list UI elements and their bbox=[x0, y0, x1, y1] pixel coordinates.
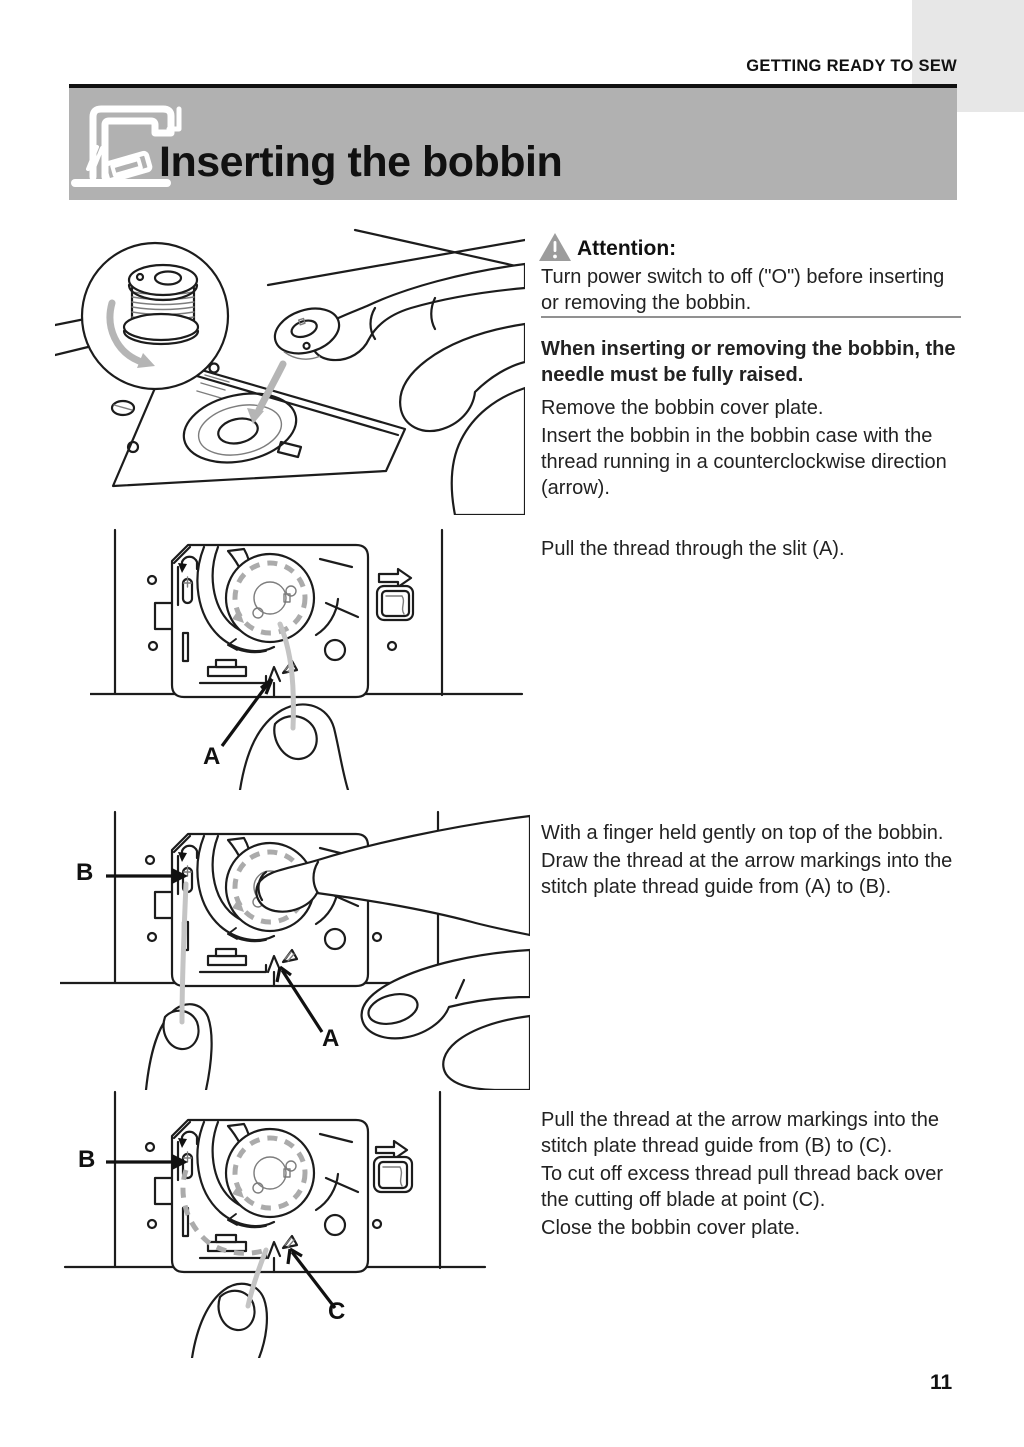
arrow-to-slit-b bbox=[106, 1154, 188, 1170]
figure3-label-a: A bbox=[322, 1025, 340, 1052]
warning-triangle-icon bbox=[537, 231, 573, 263]
fingertip bbox=[146, 1004, 212, 1090]
attention-body bbox=[541, 264, 961, 318]
attention-label: Attention: bbox=[577, 237, 677, 260]
figure4-label-b: B bbox=[78, 1146, 96, 1173]
bold-note: When inserting or removing the bobbin, the needle must be fully raised. bbox=[541, 338, 956, 386]
cover-release-button bbox=[374, 1157, 412, 1192]
figure2-label-a: A bbox=[203, 743, 221, 770]
figure-thread-b-to-c bbox=[60, 1090, 530, 1358]
step2-text bbox=[541, 536, 961, 564]
step4-line2: To cut off excess thread pull thread back over the cutting off blade at point (C). bbox=[541, 1163, 944, 1211]
step3-line1: With a finger held gently on top of the bobbin. bbox=[541, 822, 944, 844]
step1-line2: Insert the bobbin in the bobbin case with the thread running in a counterclockwise direction (arrow). bbox=[541, 425, 947, 499]
page-number: 11 bbox=[930, 1371, 953, 1394]
hand-holding-bobbin bbox=[312, 264, 525, 515]
step3-line2: Draw the thread at the arrow markings into the stitch plate thread guide from (A) to (B). bbox=[541, 850, 953, 898]
step4-line3: Close the bobbin cover plate. bbox=[541, 1217, 801, 1239]
page-header: GETTING READY TO SEW bbox=[746, 57, 957, 75]
figure-thread-slit-a bbox=[90, 528, 530, 790]
attention-divider bbox=[541, 316, 961, 318]
step2-line: Pull the thread through the slit (A). bbox=[541, 538, 845, 560]
step4-text bbox=[541, 1107, 961, 1243]
attention-text: Turn power switch to off ("O") before inserting or removing the bobbin. bbox=[541, 266, 945, 314]
page-title: Inserting the bobbin bbox=[159, 138, 563, 186]
fingertip bbox=[192, 1284, 267, 1358]
arrow-to-slit-b bbox=[106, 868, 188, 884]
title-bar bbox=[69, 88, 957, 200]
figure-insert-bobbin-overview bbox=[55, 228, 525, 515]
step1-line1: Remove the bobbin cover plate. bbox=[541, 397, 824, 419]
cover-release-button bbox=[377, 586, 413, 620]
step1-text bbox=[541, 336, 961, 503]
figure4-label-c: C bbox=[328, 1298, 346, 1325]
figure-thread-a-to-b bbox=[60, 810, 530, 1090]
figure3-label-b: B bbox=[76, 859, 94, 886]
step4-line1: Pull the thread at the arrow markings into the stitch plate thread guide from (B) to (C). bbox=[541, 1109, 939, 1157]
bobbin-magnifier bbox=[82, 243, 228, 389]
step3-text bbox=[541, 820, 961, 902]
cover-release-arrow-icon bbox=[379, 569, 411, 587]
hand-lower-right bbox=[362, 950, 530, 1090]
